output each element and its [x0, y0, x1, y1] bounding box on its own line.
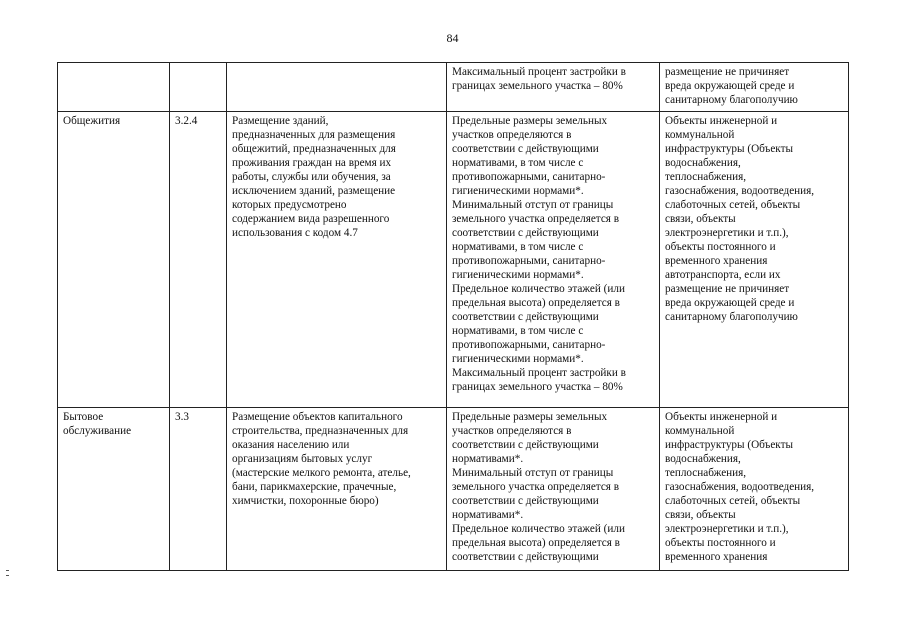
cell-line: организациям бытовых услуг — [232, 453, 373, 465]
use-code-cell — [170, 63, 227, 112]
cell-line: противопожарными, санитарно- — [452, 171, 606, 183]
cell-line: границах земельного участка – 80% — [452, 80, 623, 92]
use-code-cell: 3.2.4 — [170, 112, 227, 408]
cell-line: газоснабжения, водоотведения, — [665, 185, 815, 197]
cell-line: строительства, предназначенных для — [232, 425, 409, 437]
cell-line: предельная высота) определяется в — [452, 537, 620, 549]
cell-line: земельного участка определяется в — [452, 481, 620, 493]
cell-line: теплоснабжения, — [665, 467, 747, 479]
cell-line: которых предусмотрено — [232, 199, 347, 211]
cell-line: размещение не причиняет — [665, 283, 790, 295]
margin-mark — [6, 570, 9, 576]
cell-line: границах земельного участка – 80% — [452, 381, 623, 393]
cell-line: Минимальный отступ от границы — [452, 467, 614, 479]
cell-line: работы, службы или обучения, за — [232, 171, 391, 183]
cell-line: объекты постоянного и — [665, 537, 776, 549]
cell-line: Минимальный отступ от границы — [452, 199, 614, 211]
cell-line: предназначенных для размещения — [232, 129, 396, 141]
cell-line: проживания граждан на время их — [232, 157, 392, 169]
cell-line: автотранспорта, если их — [665, 269, 781, 281]
cell-line: Размещение зданий, — [232, 115, 329, 127]
cell-line: электроэнергетики и т.п.), — [665, 227, 789, 239]
table-row — [58, 63, 849, 112]
parameters-cell — [447, 408, 660, 571]
use-description-cell — [227, 63, 447, 112]
cell-line: соответствии с действующими — [452, 143, 599, 155]
cell-line: Предельные размеры земельных — [452, 115, 608, 127]
cell-line: Предельное количество этажей (или — [452, 523, 625, 535]
cell-line: соответствии с действующими — [452, 311, 599, 323]
cell-line: Максимальный процент застройки в — [452, 66, 626, 78]
use-type-cell: Общежития — [58, 112, 170, 408]
cell-line: вреда окружающей среде и — [665, 297, 795, 309]
cell-line: соответствии с действующими — [452, 495, 599, 507]
cell-line: (мастерские мелкого ремонта, ателье, — [232, 467, 411, 479]
cell-line: объекты постоянного и — [665, 241, 776, 253]
cell-line: электроэнергетики и т.п.), — [665, 523, 789, 535]
cell-line: гигиеническими нормами*. — [452, 353, 584, 365]
cell-line: химчистки, похоронные бюро) — [232, 495, 379, 507]
cell-line: связи, объекты — [665, 213, 736, 225]
cell-line: Предельное количество этажей (или — [452, 283, 625, 295]
cell-line: Объекты инженерной и — [665, 115, 778, 127]
table-body — [58, 63, 849, 571]
cell-line: противопожарными, санитарно- — [452, 339, 606, 351]
restrictions-cell — [660, 112, 849, 408]
parameters-cell — [447, 63, 660, 112]
restrictions-cell — [660, 408, 849, 571]
cell-line: вреда окружающей среде и — [665, 80, 795, 92]
cell-line: участков определяются в — [452, 425, 572, 437]
cell-line: земельного участка определяется в — [452, 213, 620, 225]
cell-line: содержанием вида разрешенного — [232, 213, 390, 225]
cell-line: нормативами, в том числе с — [452, 325, 584, 337]
cell-line: временного хранения — [665, 551, 768, 563]
cell-line: гигиеническими нормами*. — [452, 269, 584, 281]
cell-line: временного хранения — [665, 255, 768, 267]
cell-line: участков определяются в — [452, 129, 572, 141]
cell-line: коммунальной — [665, 129, 735, 141]
cell-line: противопожарными, санитарно- — [452, 255, 606, 267]
cell-line: соответствии с действующими — [452, 227, 599, 239]
use-type-cell — [58, 63, 170, 112]
parameters-cell — [447, 112, 660, 408]
cell-line: бани, парикмахерские, прачечные, — [232, 481, 397, 493]
cell-line: исключением зданий, размещение — [232, 185, 396, 197]
cell-line: санитарному благополучию — [665, 311, 798, 323]
restrictions-cell — [660, 63, 849, 112]
cell-line: слаботочных сетей, объекты — [665, 495, 801, 507]
cell-line: гигиеническими нормами*. — [452, 185, 584, 197]
cell-line: инфраструктуры (Объекты — [665, 143, 794, 155]
cell-line: водоснабжения, — [665, 157, 741, 169]
use-type-cell: Бытовое обслуживание — [58, 408, 170, 571]
cell-line: оказания населению или — [232, 439, 350, 451]
cell-line: слаботочных сетей, объекты — [665, 199, 801, 211]
cell-line: нормативами, в том числе с — [452, 157, 584, 169]
cell-line: теплоснабжения, — [665, 171, 747, 183]
cell-line: коммунальной — [665, 425, 735, 437]
page-number: 84 — [446, 31, 459, 45]
cell-line: Предельные размеры земельных — [452, 411, 608, 423]
cell-line: Максимальный процент застройки в — [452, 367, 626, 379]
cell-line: газоснабжения, водоотведения, — [665, 481, 815, 493]
cell-line: использования с кодом 4.7 — [232, 227, 358, 239]
cell-line: Размещение объектов капитального — [232, 411, 403, 423]
use-description-cell — [227, 408, 447, 571]
cell-line: инфраструктуры (Объекты — [665, 439, 794, 451]
cell-line: размещение не причиняет — [665, 66, 790, 78]
cell-line: Объекты инженерной и — [665, 411, 778, 423]
cell-line: нормативами*. — [452, 509, 524, 521]
table-row — [58, 112, 849, 408]
use-description-cell — [227, 112, 447, 408]
cell-line: водоснабжения, — [665, 453, 741, 465]
cell-line: предельная высота) определяется в — [452, 297, 620, 309]
cell-line: соответствии с действующими — [452, 439, 599, 451]
cell-line: соответствии с действующими — [452, 551, 599, 563]
table-row — [58, 408, 849, 571]
cell-line: нормативами, в том числе с — [452, 241, 584, 253]
use-code-cell: 3.3 — [170, 408, 227, 571]
cell-line: общежитий, предназначенных для — [232, 143, 396, 155]
cell-line: санитарному благополучию — [665, 94, 798, 106]
land-use-table — [57, 62, 849, 571]
cell-line: связи, объекты — [665, 509, 736, 521]
cell-line: нормативами*. — [452, 453, 524, 465]
